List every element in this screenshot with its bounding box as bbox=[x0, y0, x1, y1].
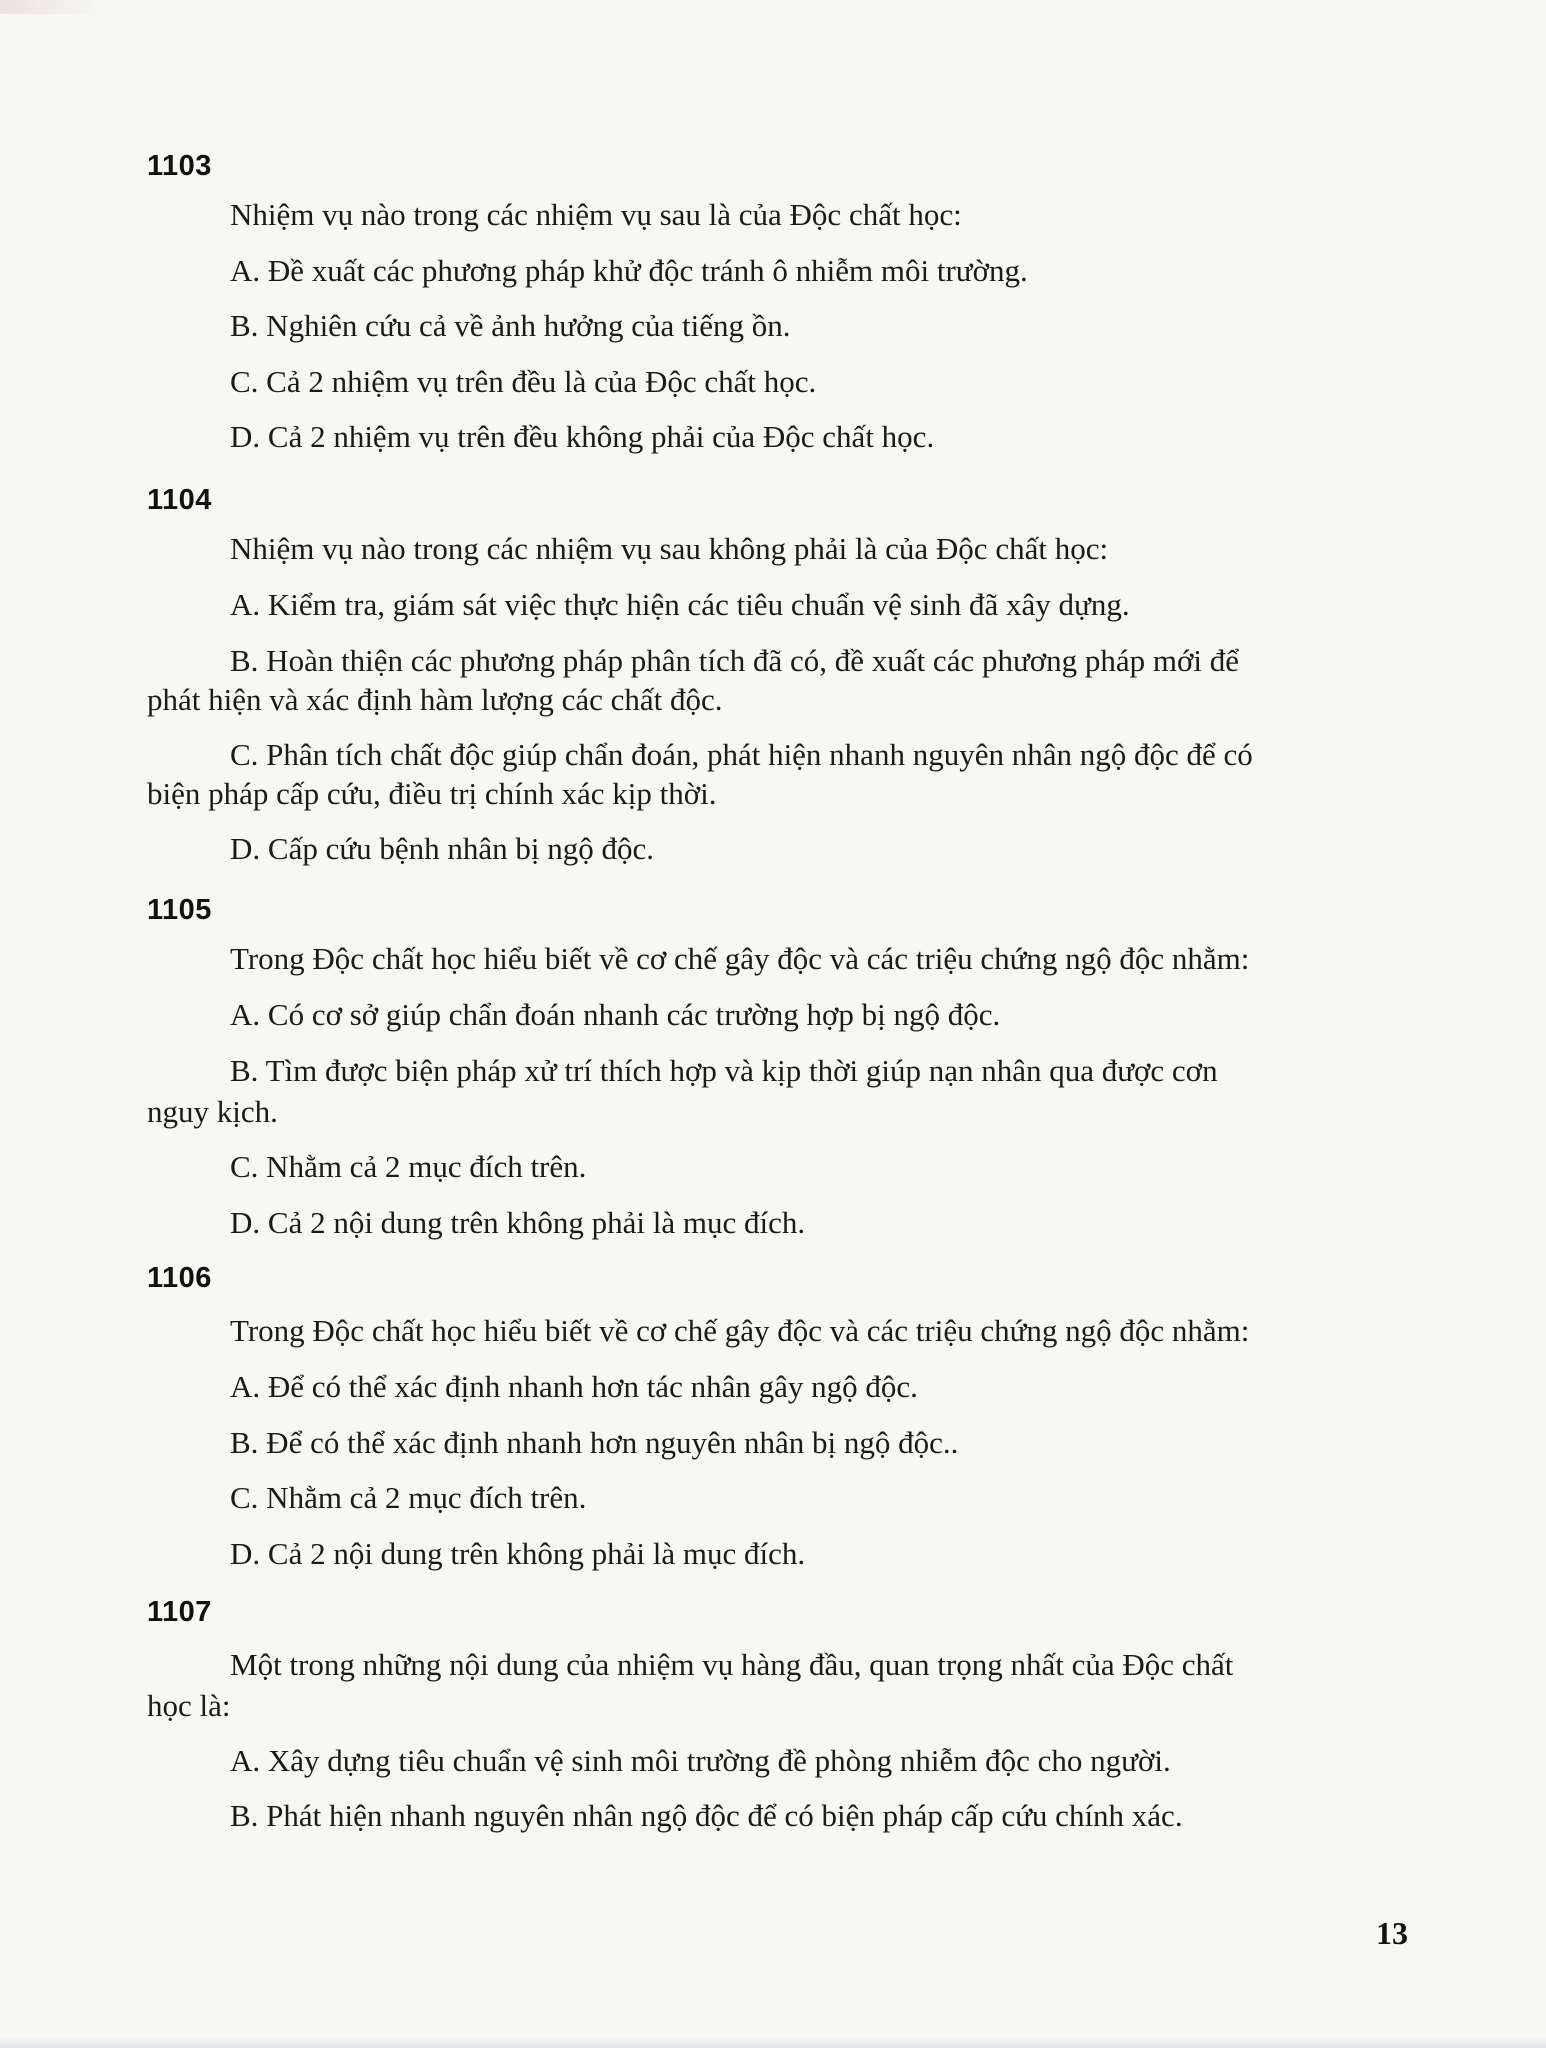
option-1106-a: A. Để có thể xác định nhanh hơn tác nhân gây ngộ độc. bbox=[230, 1369, 918, 1404]
question-number-1104: 1104 bbox=[147, 484, 212, 516]
question-stem-1107: Một trong những nội dung của nhiệm vụ hàng đầu, quan trọng nhất của Độc chất bbox=[230, 1647, 1234, 1682]
scan-artifact-bottom bbox=[0, 2038, 1546, 2048]
question-number-1107: 1107 bbox=[147, 1596, 212, 1628]
question-stem-1104: Nhiệm vụ nào trong các nhiệm vụ sau không phải là của Độc chất học: bbox=[230, 531, 1109, 566]
question-stem-1107-cont: học là: bbox=[147, 1688, 231, 1723]
option-1106-b: B. Để có thể xác định nhanh hơn nguyên nhân bị ngộ độc.. bbox=[230, 1425, 959, 1460]
option-1105-a: A. Có cơ sở giúp chẩn đoán nhanh các trường hợp bị ngộ độc. bbox=[230, 997, 1001, 1032]
option-1107-a: A. Xây dựng tiêu chuẩn vệ sinh môi trường đề phòng nhiễm độc cho người. bbox=[230, 1743, 1171, 1778]
option-1107-b: B. Phát hiện nhanh nguyên nhân ngộ độc để có biện pháp cấp cứu chính xác. bbox=[230, 1798, 1183, 1833]
option-1103-a: A. Đề xuất các phương pháp khử độc tránh ô nhiễm môi trường. bbox=[230, 253, 1028, 288]
option-1105-d: D. Cả 2 nội dung trên không phải là mục đích. bbox=[230, 1205, 806, 1240]
option-1103-c: C. Cả 2 nhiệm vụ trên đều là của Độc chất học. bbox=[230, 364, 817, 399]
option-1106-d: D. Cả 2 nội dung trên không phải là mục đích. bbox=[230, 1536, 806, 1571]
option-1105-b-cont: nguy kịch. bbox=[147, 1094, 278, 1129]
question-stem-1106: Trong Độc chất học hiểu biết về cơ chế gây độc và các triệu chứng ngộ độc nhằm: bbox=[230, 1313, 1250, 1348]
option-1105-b: B. Tìm được biện pháp xử trí thích hợp và kịp thời giúp nạn nhân qua được cơn bbox=[230, 1053, 1218, 1088]
question-number-1106: 1106 bbox=[147, 1262, 212, 1294]
question-stem-1103: Nhiệm vụ nào trong các nhiệm vụ sau là của Độc chất học: bbox=[230, 197, 962, 232]
question-number-1103: 1103 bbox=[147, 150, 212, 182]
question-number-1105: 1105 bbox=[147, 894, 212, 926]
option-1104-b-cont: phát hiện và xác định hàm lượng các chất độc. bbox=[147, 682, 723, 717]
option-1103-d: D. Cả 2 nhiệm vụ trên đều không phải của Độc chất học. bbox=[230, 419, 935, 454]
option-1106-c: C. Nhằm cả 2 mục đích trên. bbox=[230, 1480, 587, 1515]
option-1104-a: A. Kiểm tra, giám sát việc thực hiện các tiêu chuẩn vệ sinh đã xây dựng. bbox=[230, 587, 1130, 622]
page-number: 13 bbox=[1376, 1915, 1408, 1951]
option-1103-b: B. Nghiên cứu cả về ảnh hưởng của tiếng ồn. bbox=[230, 308, 791, 343]
option-1104-c: C. Phân tích chất độc giúp chẩn đoán, phát hiện nhanh nguyên nhân ngộ độc để có bbox=[230, 737, 1253, 772]
scan-artifact-top bbox=[0, 0, 100, 14]
option-1104-c-cont: biện pháp cấp cứu, điều trị chính xác kịp thời. bbox=[147, 776, 717, 811]
option-1104-b: B. Hoàn thiện các phương pháp phân tích đã có, đề xuất các phương pháp mới để bbox=[230, 643, 1240, 678]
option-1104-d: D. Cấp cứu bệnh nhân bị ngộ độc. bbox=[230, 831, 655, 866]
question-stem-1105: Trong Độc chất học hiểu biết về cơ chế gây độc và các triệu chứng ngộ độc nhằm: bbox=[230, 941, 1250, 976]
option-1105-c: C. Nhằm cả 2 mục đích trên. bbox=[230, 1149, 587, 1184]
